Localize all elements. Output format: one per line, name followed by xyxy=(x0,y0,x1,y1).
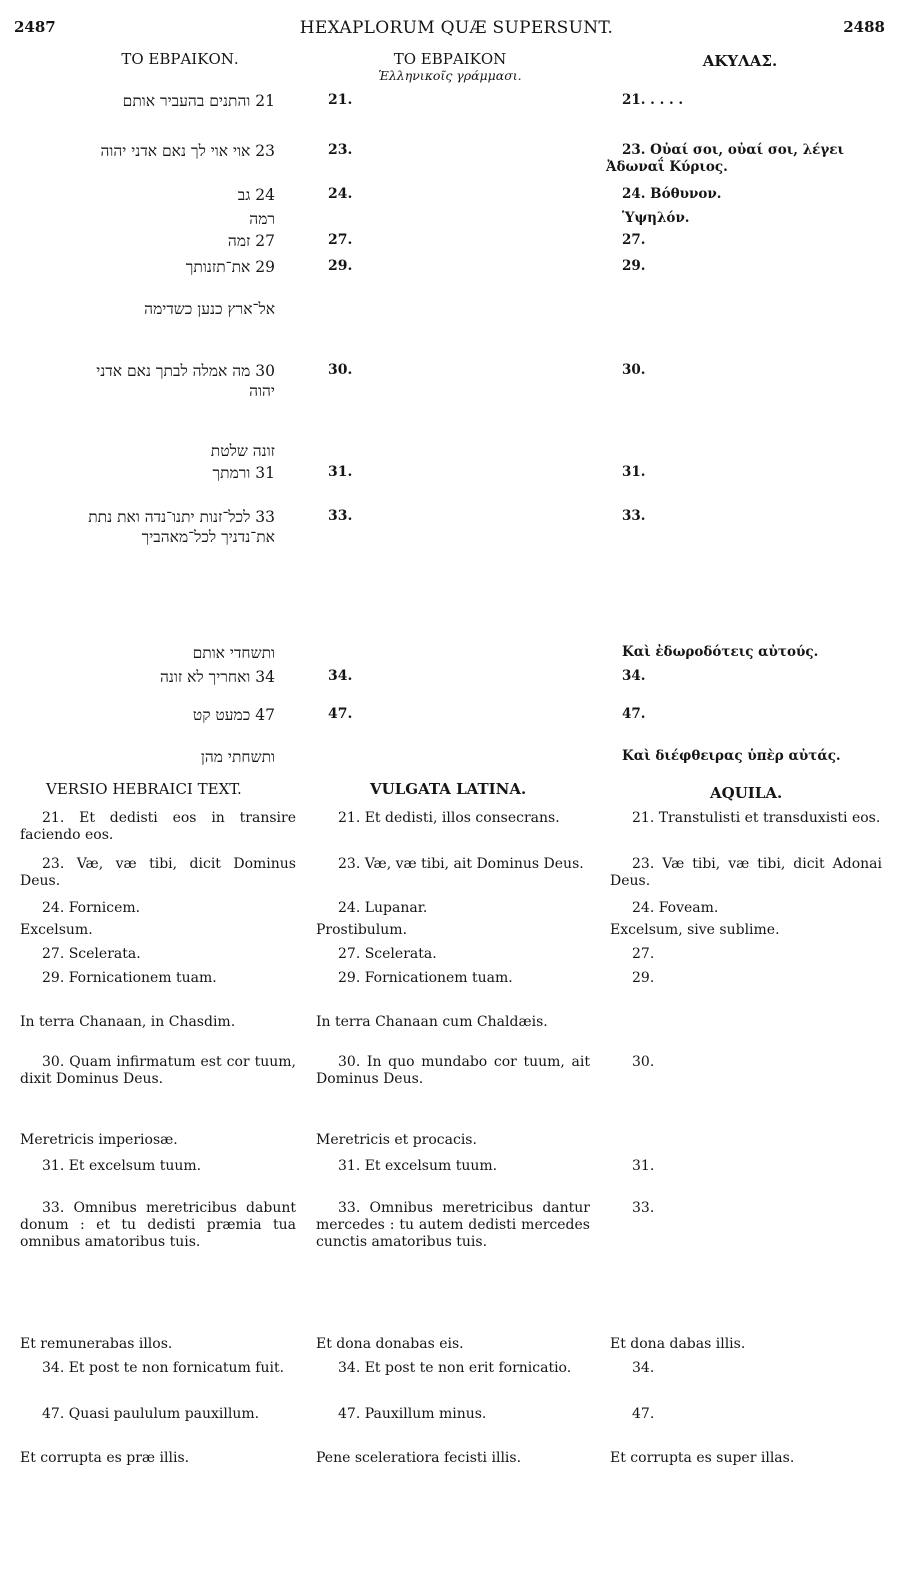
greek-translit-verse-number: 21. xyxy=(328,92,353,108)
page-number-left: 2487 xyxy=(14,18,56,36)
vulgata-text: 31. Et excelsum tuum. xyxy=(338,1158,498,1174)
versio-text: Meretricis imperiosæ. xyxy=(20,1132,178,1148)
aquila-greek-text: 31. xyxy=(622,464,646,480)
hebrew-text: 34 ואחריך לא זונה xyxy=(159,668,275,686)
aquila-latin-text: 33. xyxy=(632,1200,655,1216)
greek-translit-verse-number: 34. xyxy=(328,668,353,684)
header-greek-translit-title: ΤΟ ΕΒΡΑΙΚΟΝ xyxy=(393,50,507,68)
hebrew-text-continued: יהוה xyxy=(249,382,275,400)
aquila-latin-text: 27. xyxy=(632,946,655,962)
versio-text: 24. Fornicem. xyxy=(42,900,141,916)
aquila-greek-text: 33. xyxy=(622,508,646,524)
vulgata-text: 27. Scelerata. xyxy=(338,946,437,962)
aquila-greek-text: 29. xyxy=(622,258,646,274)
greek-translit-verse-number: 23. xyxy=(328,142,353,158)
aquila-greek-text: 34. xyxy=(622,668,646,684)
aquila-greek-text: 23. Οὐαί σοι, οὐαί σοι, λέγει xyxy=(622,142,845,158)
vulgata-text: 24. Lupanar. xyxy=(338,900,428,916)
vulgata-text: Meretricis et procacis. xyxy=(316,1132,477,1148)
aquila-latin-text: 34. xyxy=(632,1360,655,1376)
vulgata-text: 21. Et dedisti, illos consecrans. xyxy=(338,810,560,826)
hebrew-text: אל־ארץ כנען כשדימה xyxy=(144,300,275,318)
hebrew-text: 27 זמה xyxy=(227,232,275,250)
greek-translit-verse-number: 47. xyxy=(328,706,353,722)
versio-text: Et remunerabas illos. xyxy=(20,1336,173,1352)
versio-text: 21. Et dedisti eos in transire faciendo eos. xyxy=(20,810,296,843)
versio-text: In terra Chanaan, in Chasdim. xyxy=(20,1014,236,1030)
versio-text: Excelsum. xyxy=(20,922,93,938)
versio-text: Et corrupta es præ illis. xyxy=(20,1450,190,1466)
versio-text: 23. Væ, væ tibi, dicit Dominus Deus. xyxy=(20,856,296,889)
aquila-latin-text: Excelsum, sive sublime. xyxy=(610,922,780,938)
header-aquila-greek: ΑΚΥΛΑΣ. xyxy=(702,52,778,70)
aquila-greek-text: Καὶ ἐδωροδότεις αὐτούς. xyxy=(622,644,819,660)
vulgata-text: 23. Væ, væ tibi, ait Dominus Deus. xyxy=(338,856,584,872)
aquila-greek-text: 24. Βόθυνον. xyxy=(622,186,722,202)
aquila-greek-text-continued: Ἀδωναΐ Κύριος. xyxy=(606,159,728,175)
aquila-greek-text: 30. xyxy=(622,362,646,378)
header-hebrew: ΤΟ ΕΒΡΑΙΚΟΝ. xyxy=(121,50,239,68)
vulgata-text: 29. Fornicationem tuam. xyxy=(338,970,513,986)
aquila-greek-text: 27. xyxy=(622,232,646,248)
running-title: HEXAPLORUM QUÆ SUPERSUNT. xyxy=(299,18,614,38)
versio-text: 33. Omnibus meretricibus dabunt donum : et tu dedisti præmia tua omnibus amatoribus tuis. xyxy=(20,1200,296,1250)
greek-translit-verse-number: 24. xyxy=(328,186,353,202)
versio-text: 34. Et post te non fornicatum fuit. xyxy=(42,1360,285,1376)
vulgata-text: Et dona donabas eis. xyxy=(316,1336,464,1352)
vulgata-text: Pene sceleratiora fecisti illis. xyxy=(316,1450,522,1466)
header-vulgata: VULGATA LATINA. xyxy=(370,780,527,798)
hebrew-text: 33 לכל־זנות יתנו־נדה ואת נתת xyxy=(88,508,275,526)
hebrew-text: ותשחדי אותם xyxy=(192,644,275,662)
versio-text: 29. Fornicationem tuam. xyxy=(42,970,217,986)
greek-translit-verse-number: 27. xyxy=(328,232,353,248)
versio-text: 27. Scelerata. xyxy=(42,946,141,962)
vulgata-text: 34. Et post te non erit fornicatio. xyxy=(338,1360,572,1376)
aquila-latin-text: 30. xyxy=(632,1054,655,1070)
hebrew-text: ותשחתי מהן xyxy=(200,748,275,766)
hebrew-text: 23 אוי אוי לך נאם אדני יהוה xyxy=(100,142,275,160)
hebrew-text-continued: את־נדניך לכל־מאהביך xyxy=(141,528,275,546)
hebrew-text: 31 ורמתך xyxy=(212,464,275,482)
aquila-greek-text: Ὑψηλόν. xyxy=(622,210,690,226)
vulgata-text: 30. In quo mundabo cor tuum, ait Dominus Deus. xyxy=(316,1054,590,1087)
aquila-latin-text: 29. xyxy=(632,970,655,986)
aquila-greek-text: 21. . . . . xyxy=(622,92,684,108)
vulgata-text: In terra Chanaan cum Chaldæis. xyxy=(316,1014,548,1030)
vulgata-text: 47. Pauxillum minus. xyxy=(338,1406,487,1422)
aquila-greek-text: Καὶ διέφθειρας ὑπὲρ αὐτάς. xyxy=(622,748,841,764)
versio-text: 31. Et excelsum tuum. xyxy=(42,1158,202,1174)
aquila-latin-text: 21. Transtulisti et transduxisti eos. xyxy=(632,810,881,826)
greek-translit-verse-number: 31. xyxy=(328,464,353,480)
hebrew-text: 29 את־תזנותך xyxy=(185,258,275,276)
aquila-latin-text: Et dona dabas illis. xyxy=(610,1336,746,1352)
greek-translit-verse-number: 29. xyxy=(328,258,353,274)
page-number-right: 2488 xyxy=(843,18,885,36)
hebrew-text: 21 והתנים בהעביר אותם xyxy=(122,92,275,110)
versio-text: 30. Quam infirmatum est cor tuum, dixit Dominus Deus. xyxy=(20,1054,296,1087)
header-greek-translit-sub: Ἑλληνικοῖς γράμμασι. xyxy=(378,68,522,83)
aquila-latin-text: 23. Væ tibi, væ tibi, dicit Adonai Deus. xyxy=(610,856,882,889)
hebrew-text: 30 מה אמלה לבתך נאם אדני xyxy=(96,362,275,380)
aquila-latin-text: Et corrupta es super illas. xyxy=(610,1450,795,1466)
greek-translit-verse-number: 33. xyxy=(328,508,353,524)
aquila-greek-text: 47. xyxy=(622,706,646,722)
header-aquila-latin: AQUILA. xyxy=(710,784,783,802)
aquila-latin-text: 31. xyxy=(632,1158,655,1174)
vulgata-text: 33. Omnibus meretricibus dantur mercedes : tu autem dedisti mercedes cunctis amatoribus tuis. xyxy=(316,1200,590,1250)
hebrew-text: 47 כמעט קט xyxy=(192,706,275,724)
aquila-latin-text: 24. Foveam. xyxy=(632,900,719,916)
hebrew-text: 24 גב xyxy=(237,186,275,204)
versio-text: 47. Quasi paululum pauxillum. xyxy=(42,1406,260,1422)
header-greek-transliteration xyxy=(340,50,560,83)
hebrew-text: זונה שלטת xyxy=(210,442,275,460)
greek-translit-verse-number: 30. xyxy=(328,362,353,378)
hebrew-text: רמה xyxy=(249,210,275,228)
vulgata-text: Prostibulum. xyxy=(316,922,408,938)
aquila-latin-text: 47. xyxy=(632,1406,655,1422)
header-versio: VERSIO HEBRAICI TEXT. xyxy=(46,780,242,798)
